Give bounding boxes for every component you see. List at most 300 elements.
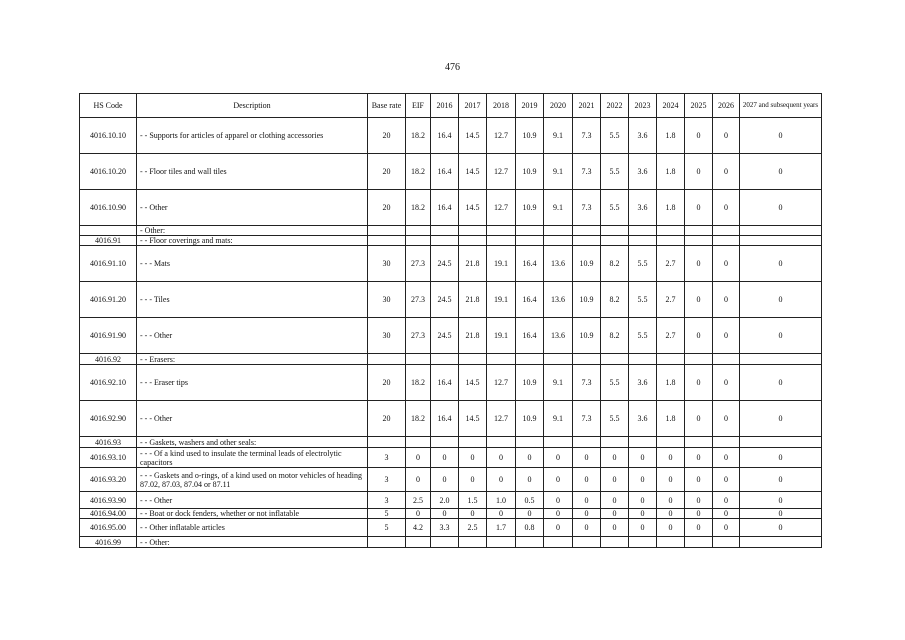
- rate-cell: [713, 437, 740, 448]
- rate-cell: 0: [713, 509, 740, 519]
- rate-cell: 0: [713, 154, 740, 190]
- rate-cell: 3.6: [629, 154, 657, 190]
- rate-cell: 8.2: [601, 246, 629, 282]
- rate-cell: 0: [629, 448, 657, 468]
- rate-cell: 0: [573, 492, 601, 509]
- rate-cell: [740, 354, 822, 365]
- rate-cell: 3.6: [629, 190, 657, 226]
- description-cell: - - Supports for articles of apparel or clothing accessories: [137, 118, 368, 154]
- rate-cell: 0: [685, 154, 713, 190]
- rate-cell: 19.1: [487, 318, 516, 354]
- rate-cell: [685, 226, 713, 236]
- rate-cell: 24.5: [431, 318, 459, 354]
- rate-cell: 5.5: [601, 401, 629, 437]
- rate-cell: [487, 437, 516, 448]
- description-cell: - Other:: [137, 226, 368, 236]
- rate-cell: 3.6: [629, 118, 657, 154]
- rate-cell: 2.7: [657, 246, 685, 282]
- rate-cell: 10.9: [573, 246, 601, 282]
- rate-cell: [459, 236, 487, 246]
- rate-cell: 19.1: [487, 282, 516, 318]
- rate-cell: [601, 354, 629, 365]
- rate-cell: [573, 354, 601, 365]
- rate-cell: 0: [487, 509, 516, 519]
- rate-cell: 0: [685, 509, 713, 519]
- tariff-schedule-table: [79, 93, 822, 548]
- description-cell: - - - Other: [137, 401, 368, 437]
- description-cell: - - Floor coverings and mats:: [137, 236, 368, 246]
- rate-cell: 0: [487, 468, 516, 492]
- hs-code-cell: 4016.93.90: [80, 492, 137, 509]
- rate-cell: [685, 354, 713, 365]
- rate-cell: 0: [740, 246, 822, 282]
- description-cell: - - Erasers:: [137, 354, 368, 365]
- rate-cell: [406, 537, 431, 548]
- rate-cell: 10.9: [516, 118, 544, 154]
- rate-cell: 1.7: [487, 519, 516, 537]
- hs-code-cell: [80, 226, 137, 236]
- rate-cell: 9.1: [544, 118, 573, 154]
- table-row: [80, 246, 822, 282]
- rate-cell: 21.8: [459, 318, 487, 354]
- description-cell: - - Gaskets, washers and other seals:: [137, 437, 368, 448]
- rate-cell: [516, 226, 544, 236]
- table-row: [80, 282, 822, 318]
- table-row: [80, 448, 822, 468]
- table-row: [80, 468, 822, 492]
- description-cell: - - - Other: [137, 492, 368, 509]
- table-row: [80, 226, 822, 236]
- rate-cell: [487, 226, 516, 236]
- rate-cell: 10.9: [516, 365, 544, 401]
- rate-cell: 13.6: [544, 318, 573, 354]
- rate-cell: 3: [368, 468, 406, 492]
- table-row: [80, 437, 822, 448]
- rate-cell: [629, 236, 657, 246]
- description-cell: - - - Gaskets and o-rings, of a kind used on motor vehicles of heading 87.02, 87.03, 87.04 or 87.11: [137, 468, 368, 492]
- column-header: HS Code: [80, 94, 137, 118]
- rate-cell: 3: [368, 448, 406, 468]
- rate-cell: 16.4: [516, 318, 544, 354]
- rate-cell: [713, 537, 740, 548]
- table-row: [80, 190, 822, 226]
- rate-cell: [431, 236, 459, 246]
- rate-cell: 0: [685, 519, 713, 537]
- rate-cell: 0: [740, 509, 822, 519]
- rate-cell: 12.7: [487, 365, 516, 401]
- rate-cell: 30: [368, 318, 406, 354]
- rate-cell: 0: [601, 509, 629, 519]
- hs-code-cell: 4016.92.10: [80, 365, 137, 401]
- rate-cell: 10.9: [516, 190, 544, 226]
- table-row: [80, 509, 822, 519]
- hs-code-cell: 4016.91: [80, 236, 137, 246]
- rate-cell: 18.2: [406, 154, 431, 190]
- rate-cell: 20: [368, 154, 406, 190]
- rate-cell: [544, 236, 573, 246]
- column-header: 2025: [685, 94, 713, 118]
- rate-cell: [406, 354, 431, 365]
- rate-cell: 0: [431, 509, 459, 519]
- description-cell: - - Other inflatable articles: [137, 519, 368, 537]
- rate-cell: [685, 537, 713, 548]
- table-row: [80, 537, 822, 548]
- rate-cell: 0: [459, 509, 487, 519]
- rate-cell: [573, 226, 601, 236]
- rate-cell: 21.8: [459, 246, 487, 282]
- rate-cell: 2.7: [657, 282, 685, 318]
- description-cell: - - - Eraser tips: [137, 365, 368, 401]
- rate-cell: 14.5: [459, 365, 487, 401]
- hs-code-cell: 4016.93.10: [80, 448, 137, 468]
- rate-cell: 16.4: [431, 401, 459, 437]
- rate-cell: 5.5: [601, 365, 629, 401]
- rate-cell: 0: [459, 448, 487, 468]
- rate-cell: 0: [601, 448, 629, 468]
- rate-cell: [740, 537, 822, 548]
- rate-cell: 0: [713, 448, 740, 468]
- rate-cell: [516, 354, 544, 365]
- table-row: [80, 354, 822, 365]
- column-header: 2024: [657, 94, 685, 118]
- rate-cell: 3.6: [629, 365, 657, 401]
- rate-cell: [713, 354, 740, 365]
- rate-cell: [573, 236, 601, 246]
- rate-cell: 16.4: [431, 118, 459, 154]
- rate-cell: 0: [657, 519, 685, 537]
- rate-cell: [685, 236, 713, 246]
- hs-code-cell: 4016.10.90: [80, 190, 137, 226]
- rate-cell: [406, 226, 431, 236]
- rate-cell: 27.3: [406, 246, 431, 282]
- rate-cell: 1.0: [487, 492, 516, 509]
- rate-cell: 0: [740, 154, 822, 190]
- rate-cell: 0: [657, 492, 685, 509]
- rate-cell: 0: [740, 365, 822, 401]
- rate-cell: 3.3: [431, 519, 459, 537]
- hs-code-cell: 4016.91.90: [80, 318, 137, 354]
- rate-cell: 0: [685, 468, 713, 492]
- hs-code-cell: 4016.10.20: [80, 154, 137, 190]
- rate-cell: 5: [368, 519, 406, 537]
- column-header: Description: [137, 94, 368, 118]
- table-row: [80, 492, 822, 509]
- rate-cell: 0: [685, 118, 713, 154]
- description-cell: - - Boat or dock fenders, whether or not inflatable: [137, 509, 368, 519]
- rate-cell: 0: [713, 246, 740, 282]
- column-header: 2022: [601, 94, 629, 118]
- rate-cell: [431, 537, 459, 548]
- rate-cell: 10.9: [573, 282, 601, 318]
- rate-cell: 0: [713, 365, 740, 401]
- rate-cell: [685, 437, 713, 448]
- rate-cell: 30: [368, 246, 406, 282]
- description-cell: - - Other: [137, 190, 368, 226]
- rate-cell: 0: [516, 448, 544, 468]
- rate-cell: [713, 226, 740, 236]
- column-header: 2021: [573, 94, 601, 118]
- rate-cell: 0: [406, 509, 431, 519]
- rate-cell: 14.5: [459, 154, 487, 190]
- rate-cell: 0: [431, 448, 459, 468]
- rate-cell: 9.1: [544, 401, 573, 437]
- rate-cell: 19.1: [487, 246, 516, 282]
- rate-cell: 12.7: [487, 190, 516, 226]
- rate-cell: 24.5: [431, 282, 459, 318]
- rate-cell: 0: [685, 190, 713, 226]
- table-row: [80, 236, 822, 246]
- rate-cell: 0: [573, 519, 601, 537]
- rate-cell: 16.4: [516, 246, 544, 282]
- rate-cell: [629, 437, 657, 448]
- rate-cell: 0: [657, 509, 685, 519]
- rate-cell: [431, 354, 459, 365]
- table-row: [80, 118, 822, 154]
- rate-cell: [740, 236, 822, 246]
- rate-cell: 0: [629, 492, 657, 509]
- rate-cell: 0: [516, 509, 544, 519]
- rate-cell: [368, 354, 406, 365]
- column-header: 2027 and subsequent years: [740, 94, 822, 118]
- rate-cell: 0: [544, 448, 573, 468]
- hs-code-cell: 4016.93: [80, 437, 137, 448]
- rate-cell: 0: [685, 448, 713, 468]
- rate-cell: 0: [713, 401, 740, 437]
- rate-cell: 0: [629, 509, 657, 519]
- rate-cell: 14.5: [459, 190, 487, 226]
- rate-cell: 0: [573, 448, 601, 468]
- rate-cell: [516, 537, 544, 548]
- rate-cell: 16.4: [431, 190, 459, 226]
- rate-cell: 5.5: [629, 318, 657, 354]
- rate-cell: 0: [685, 246, 713, 282]
- hs-code-cell: 4016.94.00: [80, 509, 137, 519]
- rate-cell: [544, 226, 573, 236]
- rate-cell: 7.3: [573, 401, 601, 437]
- rate-cell: 0: [544, 492, 573, 509]
- description-cell: - - - Other: [137, 318, 368, 354]
- rate-cell: 0: [740, 401, 822, 437]
- rate-cell: 0: [740, 118, 822, 154]
- rate-cell: 0: [406, 448, 431, 468]
- column-header: 2026: [713, 94, 740, 118]
- table-row: [80, 519, 822, 537]
- rate-cell: 0: [601, 468, 629, 492]
- rate-cell: 1.5: [459, 492, 487, 509]
- rate-cell: 13.6: [544, 246, 573, 282]
- rate-cell: [573, 537, 601, 548]
- rate-cell: 5.5: [601, 118, 629, 154]
- description-cell: - - Floor tiles and wall tiles: [137, 154, 368, 190]
- rate-cell: 18.2: [406, 118, 431, 154]
- rate-cell: [459, 354, 487, 365]
- rate-cell: 0: [487, 448, 516, 468]
- rate-cell: 20: [368, 401, 406, 437]
- rate-cell: 10.9: [516, 401, 544, 437]
- rate-cell: 0.5: [516, 492, 544, 509]
- rate-cell: [601, 537, 629, 548]
- rate-cell: 2.7: [657, 318, 685, 354]
- rate-cell: 24.5: [431, 246, 459, 282]
- rate-cell: 2.5: [406, 492, 431, 509]
- rate-cell: 16.4: [516, 282, 544, 318]
- rate-cell: 2.5: [459, 519, 487, 537]
- rate-cell: [406, 236, 431, 246]
- rate-cell: 16.4: [431, 154, 459, 190]
- hs-code-cell: 4016.95.00: [80, 519, 137, 537]
- rate-cell: 10.9: [516, 154, 544, 190]
- rate-cell: 9.1: [544, 190, 573, 226]
- hs-code-cell: 4016.92.90: [80, 401, 137, 437]
- rate-cell: [740, 437, 822, 448]
- hs-code-cell: 4016.92: [80, 354, 137, 365]
- column-header: EIF: [406, 94, 431, 118]
- rate-cell: 0: [629, 468, 657, 492]
- rate-cell: [657, 226, 685, 236]
- hs-code-cell: 4016.99: [80, 537, 137, 548]
- rate-cell: 13.6: [544, 282, 573, 318]
- rate-cell: 0: [573, 468, 601, 492]
- rate-cell: 5: [368, 509, 406, 519]
- rate-cell: [406, 437, 431, 448]
- rate-cell: 10.9: [573, 318, 601, 354]
- rate-cell: 5.5: [601, 154, 629, 190]
- rate-cell: 16.4: [431, 365, 459, 401]
- rate-cell: [459, 537, 487, 548]
- rate-cell: 18.2: [406, 401, 431, 437]
- rate-cell: 7.3: [573, 365, 601, 401]
- rate-cell: 5.5: [629, 282, 657, 318]
- table-row: [80, 365, 822, 401]
- rate-cell: [431, 437, 459, 448]
- table-row: [80, 318, 822, 354]
- rate-cell: 0: [601, 492, 629, 509]
- rate-cell: 8.2: [601, 318, 629, 354]
- rate-cell: [601, 226, 629, 236]
- rate-cell: [629, 226, 657, 236]
- rate-cell: [629, 537, 657, 548]
- rate-cell: 0: [544, 519, 573, 537]
- rate-cell: [544, 354, 573, 365]
- rate-cell: 0: [713, 282, 740, 318]
- rate-cell: 0: [431, 468, 459, 492]
- column-header: 2017: [459, 94, 487, 118]
- rate-cell: [601, 236, 629, 246]
- rate-cell: 0: [459, 468, 487, 492]
- rate-cell: [629, 354, 657, 365]
- rate-cell: [368, 226, 406, 236]
- rate-cell: [601, 437, 629, 448]
- rate-cell: 0: [713, 492, 740, 509]
- rate-cell: 0: [740, 468, 822, 492]
- rate-cell: 27.3: [406, 318, 431, 354]
- rate-cell: 0: [740, 190, 822, 226]
- rate-cell: 7.3: [573, 154, 601, 190]
- rate-cell: 21.8: [459, 282, 487, 318]
- rate-cell: 14.5: [459, 401, 487, 437]
- rate-cell: 7.3: [573, 190, 601, 226]
- rate-cell: 0: [516, 468, 544, 492]
- rate-cell: 20: [368, 118, 406, 154]
- rate-cell: 18.2: [406, 365, 431, 401]
- rate-cell: [516, 236, 544, 246]
- rate-cell: 0: [544, 468, 573, 492]
- column-header: 2023: [629, 94, 657, 118]
- rate-cell: [573, 437, 601, 448]
- hs-code-cell: 4016.93.20: [80, 468, 137, 492]
- rate-cell: 1.8: [657, 154, 685, 190]
- rate-cell: 2.0: [431, 492, 459, 509]
- rate-cell: 0: [713, 519, 740, 537]
- rate-cell: [657, 236, 685, 246]
- rate-cell: 3: [368, 492, 406, 509]
- rate-cell: [368, 537, 406, 548]
- rate-cell: 20: [368, 365, 406, 401]
- rate-cell: 0: [740, 492, 822, 509]
- column-header: 2018: [487, 94, 516, 118]
- rate-cell: [516, 437, 544, 448]
- rate-cell: 4.2: [406, 519, 431, 537]
- column-header: Base rate: [368, 94, 406, 118]
- rate-cell: 1.8: [657, 118, 685, 154]
- rate-cell: 0: [685, 365, 713, 401]
- rate-cell: 1.8: [657, 365, 685, 401]
- rate-cell: 5.5: [601, 190, 629, 226]
- rate-cell: 0: [740, 519, 822, 537]
- rate-cell: 8.2: [601, 282, 629, 318]
- hs-code-cell: 4016.91.10: [80, 246, 137, 282]
- rate-cell: 0: [657, 448, 685, 468]
- column-header: 2019: [516, 94, 544, 118]
- rate-cell: [740, 226, 822, 236]
- rate-cell: [487, 236, 516, 246]
- rate-cell: [544, 437, 573, 448]
- rate-cell: 20: [368, 190, 406, 226]
- rate-cell: 14.5: [459, 118, 487, 154]
- rate-cell: 0: [685, 492, 713, 509]
- rate-cell: 0: [713, 190, 740, 226]
- rate-cell: [368, 236, 406, 246]
- rate-cell: 1.8: [657, 190, 685, 226]
- rate-cell: 0: [685, 318, 713, 354]
- description-cell: - - Other:: [137, 537, 368, 548]
- rate-cell: [713, 236, 740, 246]
- rate-cell: 0: [713, 118, 740, 154]
- hs-code-cell: 4016.91.20: [80, 282, 137, 318]
- rate-cell: 18.2: [406, 190, 431, 226]
- rate-cell: 7.3: [573, 118, 601, 154]
- rate-cell: 0: [740, 448, 822, 468]
- rate-cell: 1.8: [657, 401, 685, 437]
- rate-cell: 0: [657, 468, 685, 492]
- rate-cell: 0: [740, 318, 822, 354]
- rate-cell: 0: [544, 509, 573, 519]
- rate-cell: 0: [685, 401, 713, 437]
- rate-cell: 30: [368, 282, 406, 318]
- rate-cell: 0: [629, 519, 657, 537]
- rate-cell: 0: [740, 282, 822, 318]
- column-header: 2016: [431, 94, 459, 118]
- description-cell: - - - Of a kind used to insulate the terminal leads of electrolytic capacitors: [137, 448, 368, 468]
- rate-cell: [657, 354, 685, 365]
- rate-cell: 0: [713, 318, 740, 354]
- hs-code-cell: 4016.10.10: [80, 118, 137, 154]
- rate-cell: 9.1: [544, 154, 573, 190]
- page-number: 476: [445, 62, 460, 73]
- rate-cell: 12.7: [487, 401, 516, 437]
- rate-cell: 9.1: [544, 365, 573, 401]
- description-cell: - - - Tiles: [137, 282, 368, 318]
